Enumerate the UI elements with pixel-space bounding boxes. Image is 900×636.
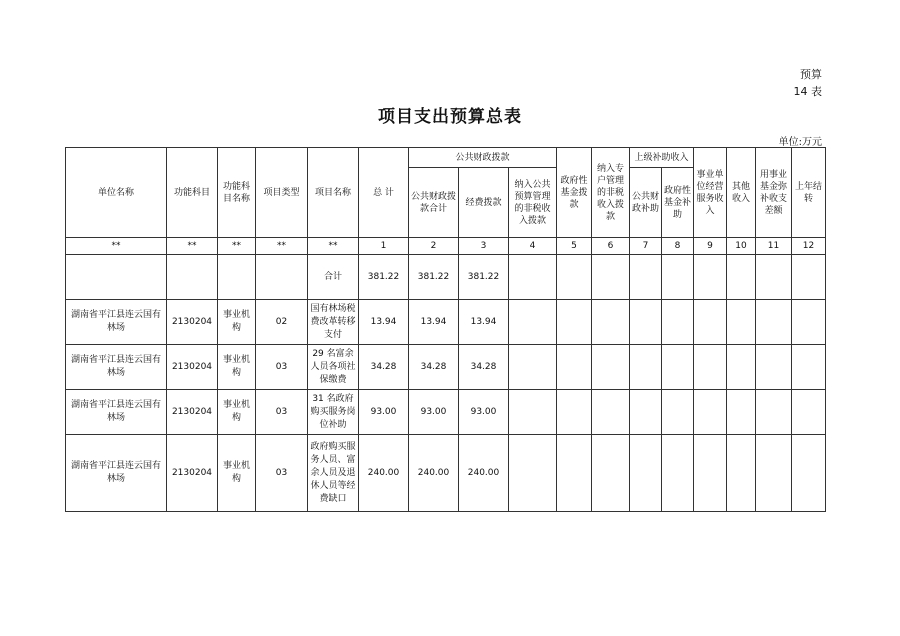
header-other-income: 其他收入 xyxy=(727,148,756,238)
form-code: 预算 xyxy=(800,68,822,81)
header-fee-appropriation: 经费拨款 xyxy=(459,168,509,238)
index-cell: 6 xyxy=(592,238,630,255)
project-name-cell: 29 名富余人员各项社保缴费 xyxy=(308,345,359,390)
index-cell: ** xyxy=(167,238,218,255)
index-cell: 12 xyxy=(792,238,826,255)
table-row xyxy=(66,300,826,345)
func-name-cell: 事业机构 xyxy=(218,390,256,435)
header-nontax-income: 纳入公共预算管理的非税收入拨款 xyxy=(509,168,557,238)
unit-label: 单位:万元 xyxy=(778,137,822,148)
index-cell: 8 xyxy=(662,238,694,255)
table-row xyxy=(66,390,826,435)
header-project-name: 项目名称 xyxy=(308,148,359,238)
budget-table xyxy=(65,147,826,512)
project-name-cell: 政府购买服务人员、富余人员及退休人员等经费缺口 xyxy=(308,435,359,512)
index-cell: 5 xyxy=(557,238,592,255)
total-cell: 13.94 xyxy=(359,300,409,345)
index-cell: 9 xyxy=(694,238,727,255)
header-superior-subsidy: 上级补助收入 xyxy=(630,148,694,168)
func-subject-cell: 2130204 xyxy=(167,435,218,512)
fee-cell: 93.00 xyxy=(459,390,509,435)
total-cell: 93.00 xyxy=(359,390,409,435)
public-fiscal-cell: 34.28 xyxy=(409,345,459,390)
unit-name-cell: 湖南省平江县连云国有林场 xyxy=(66,435,167,512)
func-subject-cell: 2130204 xyxy=(167,300,218,345)
project-type-cell: 03 xyxy=(256,345,308,390)
header-fund-balance: 用事业基金弥补收支差额 xyxy=(756,148,792,238)
index-cell: 11 xyxy=(756,238,792,255)
func-subject-cell: 2130204 xyxy=(167,345,218,390)
func-subject-cell: 2130204 xyxy=(167,390,218,435)
header-total: 总 计 xyxy=(359,148,409,238)
index-cell: 10 xyxy=(727,238,756,255)
table-row xyxy=(66,345,826,390)
project-type-cell: 03 xyxy=(256,435,308,512)
total-public-fiscal: 381.22 xyxy=(409,255,459,300)
index-cell: ** xyxy=(256,238,308,255)
project-type-cell: 03 xyxy=(256,390,308,435)
fee-cell: 34.28 xyxy=(459,345,509,390)
header-gov-fund-subsidy: 政府性基金补助 xyxy=(662,168,694,238)
public-fiscal-cell: 13.94 xyxy=(409,300,459,345)
header-public-fiscal-total: 公共财政拨款合计 xyxy=(409,168,459,238)
header-project-type: 项目类型 xyxy=(256,148,308,238)
header-last-year-carry: 上年结转 xyxy=(792,148,826,238)
form-number: 14 表 xyxy=(793,85,822,98)
total-amount: 381.22 xyxy=(359,255,409,300)
index-cell: 2 xyxy=(409,238,459,255)
project-name-cell: 国有林场税费改革转移支付 xyxy=(308,300,359,345)
index-cell: 4 xyxy=(509,238,557,255)
unit-name-cell: 湖南省平江县连云国有林场 xyxy=(66,390,167,435)
unit-name-cell: 湖南省平江县连云国有林场 xyxy=(66,345,167,390)
total-cell: 34.28 xyxy=(359,345,409,390)
header-unit-name: 单位名称 xyxy=(66,148,167,238)
fee-cell: 240.00 xyxy=(459,435,509,512)
index-cell: ** xyxy=(66,238,167,255)
project-name-cell: 31 名政府购买服务岗位补助 xyxy=(308,390,359,435)
page-title: 项目支出预算总表 xyxy=(378,107,522,127)
func-name-cell: 事业机构 xyxy=(218,300,256,345)
index-cell: ** xyxy=(218,238,256,255)
index-cell: ** xyxy=(308,238,359,255)
unit-name-cell: 湖南省平江县连云国有林场 xyxy=(66,300,167,345)
table-row xyxy=(66,435,826,512)
header-public-fiscal-subsidy: 公共财政补助 xyxy=(630,168,662,238)
total-label: 合计 xyxy=(308,255,359,300)
func-name-cell: 事业机构 xyxy=(218,435,256,512)
index-row xyxy=(66,238,826,255)
project-type-cell: 02 xyxy=(256,300,308,345)
public-fiscal-cell: 93.00 xyxy=(409,390,459,435)
index-cell: 3 xyxy=(459,238,509,255)
header-special-nontax: 纳入专户管理的非税收入拨款 xyxy=(592,148,630,238)
header-public-fiscal: 公共财政拨款 xyxy=(409,148,557,168)
total-cell: 240.00 xyxy=(359,435,409,512)
header-gov-fund: 政府性基金拨款 xyxy=(557,148,592,238)
header-func-subject-name: 功能科目名称 xyxy=(218,148,256,238)
header-func-subject: 功能科目 xyxy=(167,148,218,238)
index-cell: 1 xyxy=(359,238,409,255)
public-fiscal-cell: 240.00 xyxy=(409,435,459,512)
index-cell: 7 xyxy=(630,238,662,255)
total-row xyxy=(66,255,826,300)
header-business-income: 事业单位经营服务收入 xyxy=(694,148,727,238)
func-name-cell: 事业机构 xyxy=(218,345,256,390)
fee-cell: 13.94 xyxy=(459,300,509,345)
total-fee: 381.22 xyxy=(459,255,509,300)
